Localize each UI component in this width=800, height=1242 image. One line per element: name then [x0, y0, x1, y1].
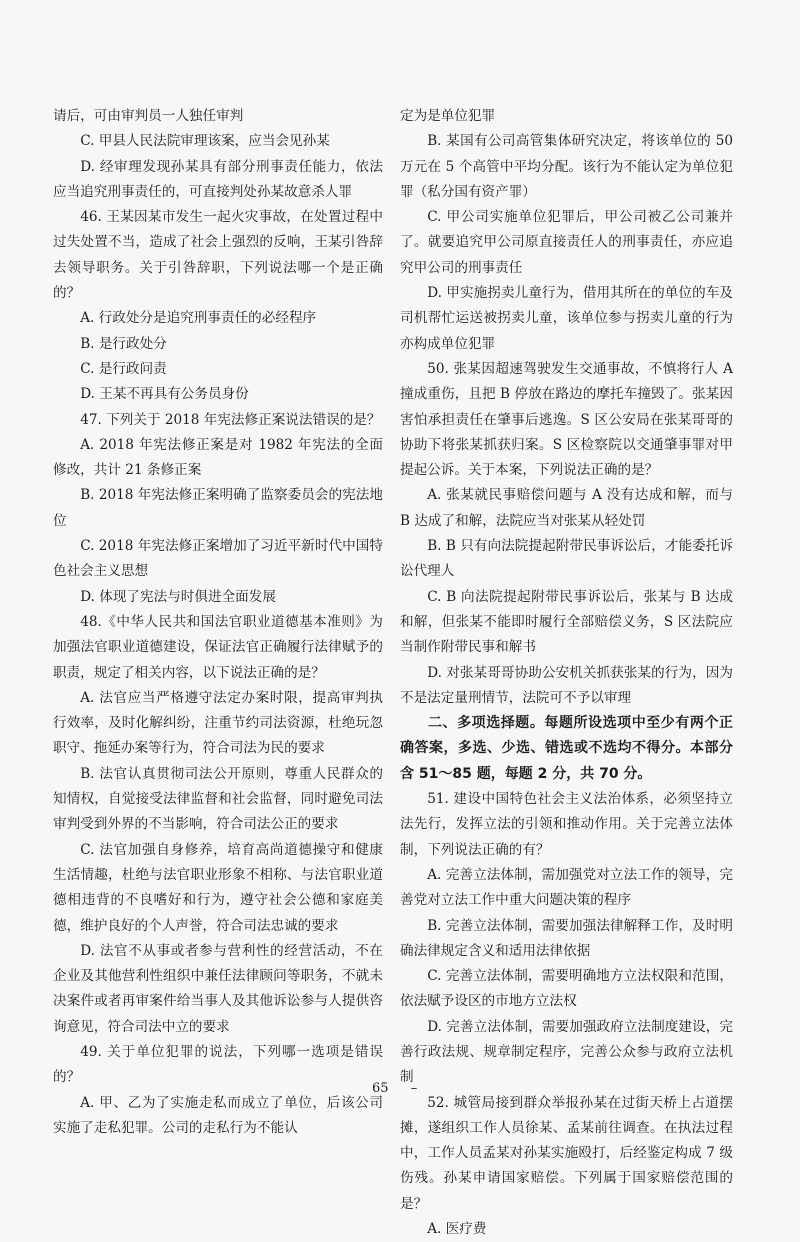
option-46-a: A. 行政处分是追究刑事责任的必经程序 [80, 310, 317, 327]
option-48-a: A. 法官应当严格遵守法定办案时限，提高审判执行效率，及时化解纠纷，注重节约司法资源，杜绝玩忽职守、拖延办案等行为，符合司法为民的要求 [53, 689, 383, 757]
option-47-a: A. 2018 年宪法修正案是对 1982 年宪法的全面修改，共计 21 条修正案 [53, 436, 383, 479]
right-para-0: 定为是单位犯罪 [400, 108, 496, 124]
question-52: 52. 城管局接到群众举报孙某在过街天桥上占道摆摊，遂组织工作人员徐某、孟某前往调查。在执法过程中，工作人员孟某对孙某实施殴打，后经鉴定构成 7 级伤残。孙某申请国家赔偿。下列属于国家赔偿范围的是？ [400, 1094, 733, 1212]
question-49: 49. 关于单位犯罪的说法，下列哪一选项是错误的？ [53, 1043, 383, 1086]
question-48: 48.《中华人民共和国法官职业道德基本准则》为加强法官职业道德建设，保证法官正确履行法律赋予的职责，规定了相关内容，以下说法正确的是？ [53, 613, 383, 681]
option-47-c: C. 2018 年宪法修正案增加了习近平新时代中国特色社会主义思想 [53, 538, 383, 580]
option-50-c: C. B 向法院提起附带民事诉讼后，张某与 B 达成和解，但张某不能即时履行全部赔偿义务，S 区法院应当制作附带民事和解书 [400, 588, 733, 656]
option-49-c: C. 甲公司实施单位犯罪后，甲公司被乙公司兼并了。就要追究甲公司原直接责任人的刑事责任，亦应追究甲公司的刑事责任 [400, 209, 733, 276]
option-49-a: A. 甲、乙为了实施走私而成立了单位，后该公司实施了走私犯罪。公司的走私行为不能认 [53, 1094, 383, 1136]
option-47-b: B. 2018 年宪法修正案明确了监察委员会的宪法地位 [53, 487, 383, 529]
option-50-d: D. 对张某哥哥协助公安机关抓获张某的行为，因为不是法定量刑情节，法院可不予以审理 [400, 664, 733, 706]
option-52-a: A. 医疗费 [427, 1221, 487, 1238]
page-number [372, 1081, 417, 1096]
section-heading-multiple-choice: 二、多项选择题。每题所设选项中至少有两个正确答案，多选、少选、错选或不选均不得分。本部分含 51～85 题，每题 2 分，共 70 分。 [400, 715, 733, 782]
option-51-a: A. 完善立法体制，需加强党对立法工作的领导，完善党对立法工作中重大问题决策的程序 [400, 866, 733, 909]
option-48-d: D. 法官不从事或者参与营利性的经营活动，不在企业及其他营利性组织中兼任法律顾问等职务，不就未决案件或者再审案件给当事人及其他诉讼参与人提供咨询意见，符合司法中立的要求 [53, 942, 383, 1035]
left-para-2: D. 经审理发现孙某具有部分刑事责任能力，依法应当追究刑事责任的，可直接判处孙某故意杀人罪 [53, 158, 383, 200]
question-46: 46. 王某因某市发生一起火灾事故，在处置过程中过失处置不当，造成了社会上强烈的反响，王某引咎辞去领导职务。关于引咎辞职，下列说法哪一个是正确的？ [53, 209, 383, 302]
option-49-d: D. 甲实施拐卖儿童行为，借用其所在的单位的车及司机帮忙运送被拐卖儿童，该单位参与拐卖儿童的行为亦构成单位犯罪 [400, 285, 733, 352]
question-47: 47. 下列关于 2018 年宪法修正案说法错误的是？ [80, 411, 381, 428]
option-50-a: A. 张某就民事赔偿问题与 A 没有达成和解，而与 B 达成了和解，法院应当对张某从轻处罚 [400, 487, 733, 529]
option-46-b: B. 是行政处分 [80, 335, 167, 352]
page-number-value: 65 [372, 1081, 389, 1096]
left-para-0: 请后，可由审判员一人独任审判 [53, 108, 244, 124]
page-number-dash: – [410, 1081, 418, 1096]
option-46-d: D. 王某不再具有公务员身份 [80, 386, 249, 403]
question-51: 51. 建设中国特色社会主义法治体系，必须坚持立法先行，发挥立法的引领和推动作用。关于完善立法体制，下列说法正确的有？ [400, 791, 733, 858]
option-50-b: B. B 只有向法院提起附带民事诉讼后，才能委托诉讼代理人 [400, 538, 733, 580]
option-48-b: B. 法官认真贯彻司法公开原则，尊重人民群众的知情权，自觉接受法律监督和社会监督，同时避免司法审判受到外界的不当影响，符合司法公正的要求 [53, 765, 383, 833]
option-51-b: B. 完善立法体制，需要加强法律解释工作，及时明确法律规定含义和适用法律依据 [400, 917, 733, 959]
option-51-c: C. 完善立法体制，需要明确地方立法权限和范围，依法赋予设区的市地方立法权 [400, 968, 733, 1010]
question-50: 50. 张某因超速驾驶发生交通事故，不慎将行人 A 撞成重伤，且把 B 停放在路边的摩托车撞毁了。张某因害怕承担责任在肇事后逃逸。S 区公安局在张某哥哥的协助下将张某抓获归案。S 区检察院以交通肇事罪对甲提起公诉。关于本案，下列说法正确的是？ [400, 360, 733, 479]
option-51-d: D. 完善立法体制，需要加强政府立法制度建设，完善行政法规、规章制定程序，完善公众参与政府立法机制 [400, 1018, 733, 1086]
option-49-b: B. 某国有公司高管集体研究决定，将该单位的 50 万元在 5 个高管中平均分配。该行为不能认定为单位犯罪（私分国有资产罪） [400, 133, 733, 200]
option-48-c: C. 法官加强自身修养，培育高尚道德操守和健康生活情趣，杜绝与法官职业形象不相称、与法官职业道德相违背的不良嗜好和行为，遵守社会公德和家庭美德，维护良好的个人声誉，符合司法忠诚的要求 [53, 841, 383, 934]
left-para-1: C. 甲县人民法院审理该案，应当会见孙某 [80, 133, 330, 150]
left-column [53, 104, 383, 1141]
right-column [400, 104, 733, 1242]
option-47-d: D. 体现了宪法与时俱进全面发展 [80, 588, 276, 605]
option-46-c: C. 是行政问责 [80, 360, 167, 377]
